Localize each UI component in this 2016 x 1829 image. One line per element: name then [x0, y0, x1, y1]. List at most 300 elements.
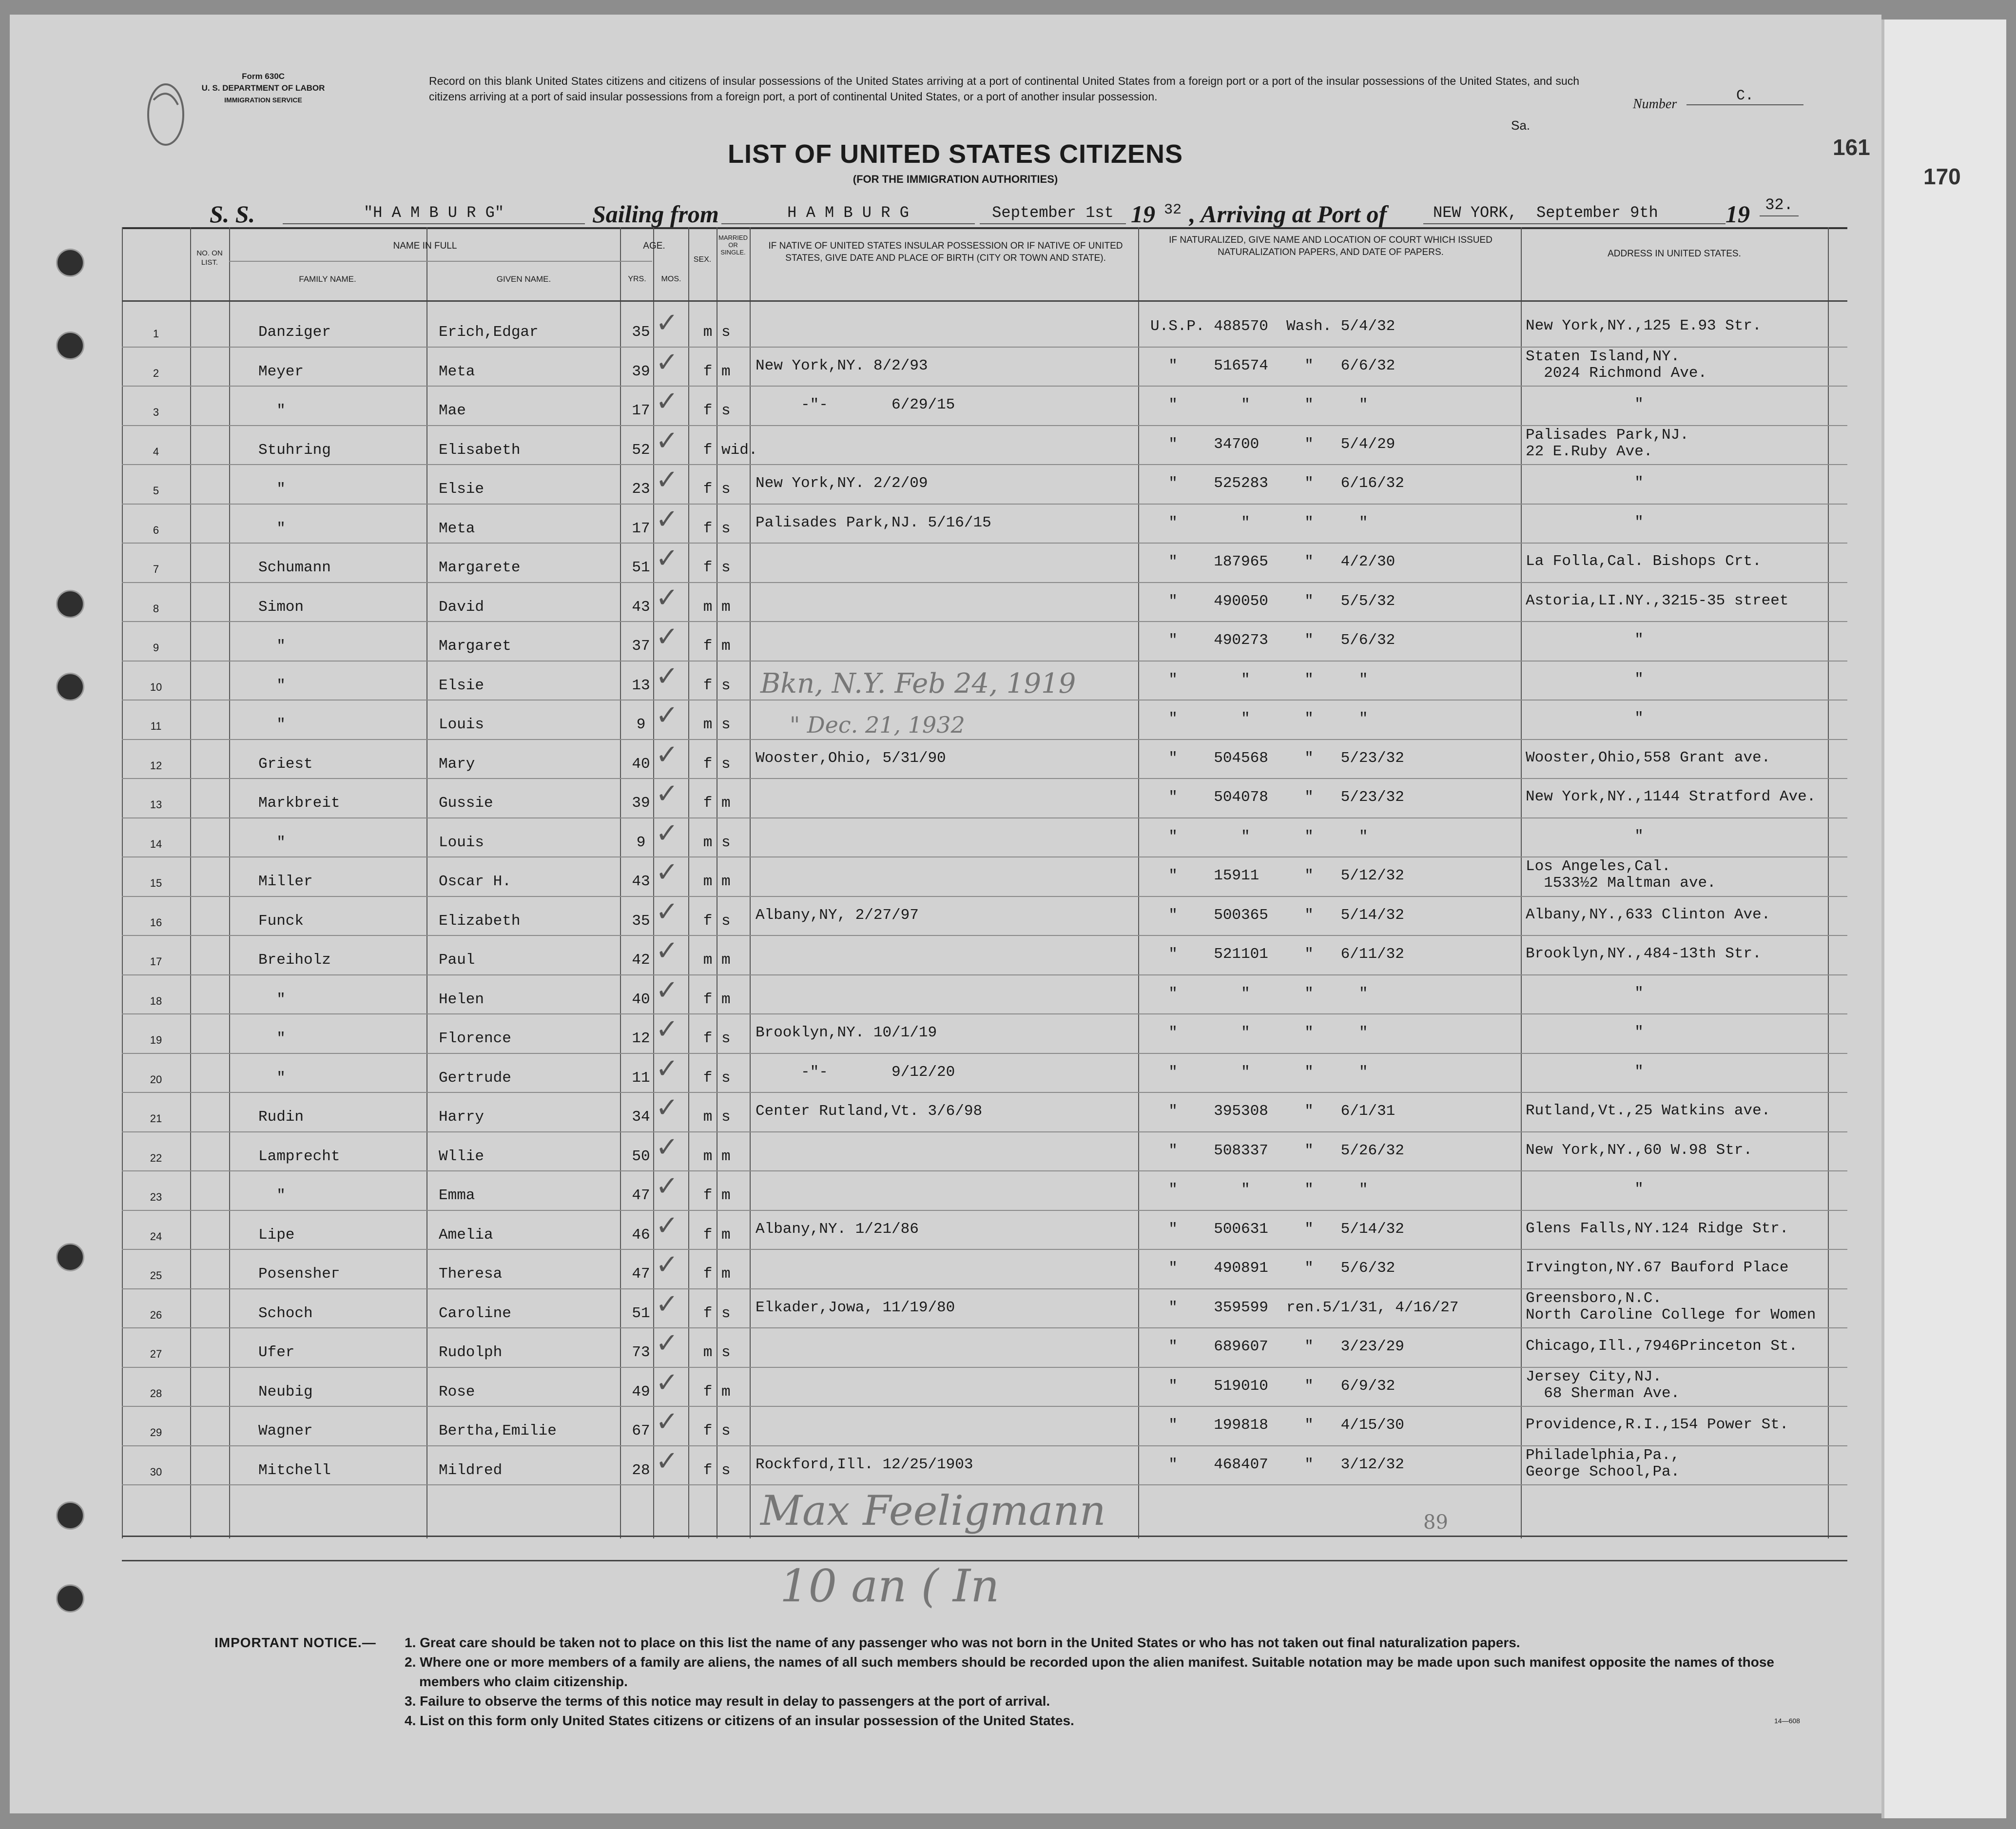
family-name: " [258, 638, 286, 655]
address [1526, 514, 1644, 531]
row-number: 28 [150, 1387, 162, 1400]
table-row [122, 1445, 1847, 1484]
age-years: 9 [636, 834, 646, 851]
age-years: 43 [632, 873, 650, 890]
row-number: 16 [150, 916, 162, 929]
sex: f [703, 441, 713, 459]
family-name: Schumann [258, 559, 331, 576]
address [1526, 1181, 1644, 1198]
address [1526, 985, 1644, 1002]
birth-info: Palisades Park,NJ. 5/16/15 [756, 514, 991, 531]
given-name: Erich,Edgar [439, 324, 539, 341]
naturalization-info: " " " " [1150, 710, 1368, 727]
check-mark-icon: ✓ [656, 1288, 678, 1320]
handwritten-birth-annotation-10: Bkn, N.Y. Feb 24, 1919 [760, 668, 1076, 700]
address-line-1: " [1526, 1063, 1644, 1080]
check-mark-icon: ✓ [656, 817, 678, 849]
form-code: 14—608 [1774, 1717, 1800, 1725]
check-mark-icon: ✓ [656, 425, 678, 457]
sex: m [703, 834, 713, 851]
naturalization-info: " 516574 " 6/6/32 [1150, 357, 1396, 374]
arrival-field [1423, 204, 1725, 224]
sex: m [703, 598, 713, 616]
row-number: 4 [153, 445, 159, 458]
row-number: 13 [150, 798, 162, 811]
check-mark-icon: ✓ [656, 1249, 678, 1281]
birth-info: Elkader,Jowa, 11/19/80 [756, 1299, 955, 1316]
address [1526, 1447, 1680, 1480]
family-name: Danziger [258, 324, 331, 341]
header-rule [122, 300, 1847, 302]
marital-status: m [721, 991, 731, 1008]
address-line-1: Jersey City,NJ. [1526, 1368, 1662, 1385]
backing-page-number: 170 [1923, 164, 1961, 189]
given-name: Caroline [439, 1304, 511, 1322]
address [1526, 1024, 1644, 1041]
birth-info: -"- 6/29/15 [756, 396, 955, 413]
check-mark-icon: ✓ [656, 1366, 678, 1399]
sailing-port: H A M B U R G [721, 204, 975, 224]
naturalization-info: " " " " [1150, 828, 1368, 845]
col-header-age: AGE. [643, 241, 665, 251]
form-number: Form 630C [242, 72, 285, 81]
age-years: 49 [632, 1383, 650, 1401]
age-years: 39 [632, 363, 650, 380]
table-bottom-rule [122, 1536, 1847, 1537]
table-row [122, 856, 1847, 895]
row-number: 8 [153, 602, 159, 615]
sex: f [703, 1461, 713, 1479]
row-number: 14 [150, 837, 162, 850]
row-number: 21 [150, 1112, 162, 1125]
address-line-1: " [1526, 1024, 1644, 1041]
sex: f [703, 1265, 713, 1283]
check-mark-icon: ✓ [656, 346, 678, 378]
sex: f [703, 677, 713, 694]
address-line-1: Greensboro,N.C. [1526, 1289, 1662, 1307]
row-number: 20 [150, 1073, 162, 1086]
naturalization-info: " 519010 " 6/9/32 [1150, 1377, 1396, 1395]
age-years: 46 [632, 1226, 650, 1244]
naturalization-info: " 504568 " 5/23/32 [1150, 749, 1404, 767]
naturalization-info: " " " " [1150, 396, 1368, 413]
marital-status: m [721, 1265, 731, 1283]
birth-info: Rockford,Ill. 12/25/1903 [756, 1456, 973, 1473]
row-number: 18 [150, 994, 162, 1007]
given-name: Theresa [439, 1265, 503, 1283]
given-name: Bertha,Emilie [439, 1422, 557, 1440]
check-mark-icon: ✓ [656, 1013, 678, 1045]
family-name: Posenshег [258, 1265, 340, 1283]
check-mark-icon: ✓ [656, 739, 678, 771]
family-name: Breiholz [258, 952, 331, 969]
naturalization-info: " " " " [1150, 1063, 1368, 1081]
naturalization-info: " 468407 " 3/12/32 [1150, 1456, 1404, 1473]
marital-status: m [721, 952, 731, 969]
given-name: Harry [439, 1109, 485, 1126]
address-line-1: La Folla,Cal. Bishops Crt. [1526, 553, 1762, 570]
address [1526, 396, 1644, 413]
number-label: Number [1633, 97, 1677, 112]
age-years: 51 [632, 1304, 650, 1322]
birth-info: Albany,NY. 1/21/86 [756, 1220, 919, 1238]
table-row [122, 1053, 1847, 1092]
notice-item-2: 2. Where one or more members of a family are aliens, the names of all such members should be recorded upon the alien manifest. Suitable notation may be made upon such manifest opposite the names of those members who claim citizenship. [405, 1654, 1774, 1689]
age-years: 52 [632, 441, 650, 459]
col-header-sex: SEX. [693, 255, 712, 264]
address-line-1: Wooster,Ohio,558 Grant ave. [1526, 749, 1771, 766]
check-mark-icon: ✓ [656, 895, 678, 928]
given-name: Margarete [439, 559, 521, 576]
sex: f [703, 1030, 713, 1047]
address-line-1: Providence,R.I.,154 Power St. [1526, 1416, 1789, 1433]
row-number: 6 [153, 524, 159, 536]
marital-status: s [721, 1461, 731, 1479]
table-top-rule [122, 227, 1847, 229]
given-name: Meta [439, 363, 475, 380]
table-row [122, 504, 1847, 543]
marital-status: m [721, 598, 731, 616]
address-line-1: New York,NY.,125 E.93 Str. [1526, 317, 1762, 334]
age-years: 11 [632, 1069, 650, 1087]
check-mark-icon: ✓ [656, 543, 678, 574]
arrival-year-prefix: 19 [1725, 200, 1750, 228]
table-row [122, 347, 1847, 386]
table-row [122, 543, 1847, 582]
naturalization-info: " 187965 " 4/2/30 [1150, 553, 1396, 570]
family-name: Schoch [258, 1304, 313, 1322]
binder-hole [56, 1501, 84, 1530]
address-line-1: New York,NY.,1144 Stratford Ave. [1526, 788, 1816, 805]
naturalization-info: U.S.P. 488570 Wash. 5/4/32 [1150, 318, 1396, 335]
address-line-1: " [1526, 396, 1644, 413]
sex: f [703, 520, 713, 537]
age-years: 34 [632, 1109, 650, 1126]
table-row [122, 1170, 1847, 1209]
age-years: 50 [632, 1148, 650, 1165]
age-years: 42 [632, 952, 650, 969]
family-name: " [258, 402, 286, 419]
marital-status: s [721, 1109, 731, 1126]
address-line-2: 2024 Richmond Ave. [1526, 364, 1707, 382]
age-years: 28 [632, 1461, 650, 1479]
address [1526, 318, 1762, 334]
marital-status: m [721, 1187, 731, 1204]
age-years: 23 [632, 481, 650, 498]
age-years: 37 [632, 638, 650, 655]
given-name: Oscar H. [439, 873, 511, 890]
birth-info: New York,NY. 8/2/93 [756, 357, 928, 374]
family-name: " [258, 1187, 286, 1204]
table-row [122, 386, 1847, 425]
binder-hole [56, 1243, 84, 1271]
address [1526, 1103, 1770, 1119]
family-name: Stuhring [258, 441, 331, 459]
marital-status: wid. [721, 441, 758, 459]
address-line-2: North Caroline College for Women [1526, 1306, 1816, 1323]
family-name: Lipe [258, 1226, 295, 1244]
age-years: 47 [632, 1187, 650, 1204]
naturalization-info: " " " " [1150, 514, 1368, 531]
row-number: 19 [150, 1034, 162, 1046]
number-value: C. [1686, 88, 1803, 105]
family-name: " [258, 991, 286, 1008]
address-line-1: Los Angeles,Cal. [1526, 858, 1671, 875]
family-name: Funck [258, 912, 304, 930]
backing-sheet [1881, 19, 2006, 1818]
row-number: 29 [150, 1426, 162, 1439]
row-number: 24 [150, 1230, 162, 1243]
sex: m [703, 952, 713, 969]
naturalization-info: " 500631 " 5/14/32 [1150, 1220, 1404, 1238]
address [1526, 671, 1644, 688]
marital-status: s [721, 834, 731, 851]
check-mark-icon: ✓ [656, 1052, 678, 1085]
naturalization-info: " " " " [1150, 671, 1368, 688]
marital-status: s [721, 1422, 731, 1440]
given-name: Elsie [439, 481, 485, 498]
sex: f [703, 991, 713, 1008]
intro-sa: Sa. [1511, 118, 1531, 133]
family-name: Mitchell [258, 1461, 331, 1479]
address-line-1: " [1526, 670, 1644, 688]
handwritten-note: 10 an ( In [780, 1560, 1000, 1612]
given-name: Rose [439, 1383, 475, 1401]
address-line-1: Rutland,Vt.,25 Watkins ave. [1526, 1102, 1771, 1119]
naturalization-info: " 34700 " 5/4/29 [1150, 435, 1396, 453]
given-name: Helen [439, 991, 485, 1008]
check-mark-icon: ✓ [656, 1327, 678, 1359]
address-line-1: Albany,NY.,633 Clinton Ave. [1526, 906, 1771, 923]
check-mark-icon: ✓ [656, 1209, 678, 1242]
address-line-1: " [1526, 710, 1644, 727]
naturalization-info: " " " " [1150, 1024, 1368, 1041]
family-name: Simon [258, 598, 304, 616]
notice-item-4: 4. List on this form only United States citizens or citizens of an insular possession of the United States. [405, 1713, 1074, 1728]
sex: f [703, 1304, 713, 1322]
marital-status: s [721, 324, 731, 341]
address-line-1: Glens Falls,NY.124 Ridge Str. [1526, 1220, 1789, 1237]
given-name: Gussie [439, 795, 493, 812]
naturalization-info: " 490273 " 5/6/32 [1150, 632, 1396, 649]
address-line-1: Brooklyn,NY.,484-13th Str. [1526, 945, 1762, 962]
address [1526, 946, 1762, 962]
table-row [122, 1327, 1847, 1366]
arriving-label: , Arriving at Port of [1189, 200, 1387, 228]
naturalization-info: " 500365 " 5/14/32 [1150, 906, 1404, 924]
address-line-2: 1533½2 Maltman ave. [1526, 875, 1716, 892]
marital-status: s [721, 1344, 731, 1361]
col-header-address: ADDRESS IN UNITED STATES. [1608, 249, 1741, 259]
sex: f [703, 795, 713, 812]
table-row [122, 778, 1847, 817]
naturalization-info: " 525283 " 6/16/32 [1150, 475, 1404, 492]
age-years: 39 [632, 795, 650, 812]
address [1526, 710, 1644, 727]
given-name: Amelia [439, 1226, 493, 1244]
marital-status: s [721, 481, 731, 498]
marital-status: m [721, 1226, 731, 1244]
naturalization-info: " 689607 " 3/23/29 [1150, 1338, 1404, 1355]
age-years: 17 [632, 520, 650, 537]
sex: f [703, 402, 713, 419]
sex: f [703, 638, 713, 655]
naturalization-info: " 15911 " 5/12/32 [1150, 867, 1404, 884]
naturalization-info: " 504078 " 5/23/32 [1150, 789, 1404, 806]
given-name: Meta [439, 520, 475, 537]
form-header [151, 71, 375, 106]
marital-status: s [721, 755, 731, 773]
sex: f [703, 1226, 713, 1244]
address-line-1: " [1526, 474, 1644, 491]
given-name: Margaret [439, 638, 511, 655]
address [1526, 750, 1770, 766]
binder-hole [56, 331, 84, 360]
row-number: 10 [150, 681, 162, 693]
given-name: Louis [439, 716, 485, 733]
given-name: Emma [439, 1187, 475, 1204]
sex: m [703, 1109, 713, 1126]
check-mark-icon: ✓ [656, 935, 678, 967]
family-name: Wagner [258, 1422, 313, 1440]
table-row [122, 935, 1847, 974]
form-service: IMMIGRATION SERVICE [224, 96, 302, 104]
table-row [122, 582, 1847, 621]
sex: m [703, 324, 713, 341]
family-name: Neubig [258, 1383, 313, 1401]
birth-info: -"- 9/12/20 [756, 1063, 955, 1081]
binder-hole [56, 249, 84, 277]
sex: f [703, 1383, 713, 1401]
birth-info: Center Rutland,Vt. 3/6/98 [756, 1103, 983, 1120]
col-header-family: FAMILY NAME. [299, 274, 356, 284]
age-years: 35 [632, 324, 650, 341]
row-rule [122, 1484, 1847, 1485]
address-line-2: George School,Pa. [1526, 1463, 1680, 1480]
marital-status: s [721, 559, 731, 576]
age-years: 9 [636, 716, 646, 733]
naturalization-info: " 508337 " 5/26/32 [1150, 1142, 1404, 1159]
address [1526, 828, 1644, 845]
given-name: Mae [439, 402, 466, 419]
given-name: Wllie [439, 1148, 485, 1165]
address [1526, 1260, 1789, 1276]
sex: f [703, 1187, 713, 1204]
age-years: 12 [632, 1030, 650, 1047]
notice-label: IMPORTANT NOTICE.— [214, 1635, 376, 1650]
ss-label: S. S. [210, 200, 255, 228]
binder-hole [56, 1584, 84, 1613]
row-number: 17 [150, 955, 162, 968]
naturalization-info: " " " " [1150, 985, 1368, 1002]
marital-status: s [721, 677, 731, 694]
address [1526, 475, 1644, 491]
col-header-naturalized: IF NATURALIZED, GIVE NAME AND LOCATION OF COURT WHICH ISSUED NATURALIZATION PAPERS, AND DATE OF PAPERS. [1169, 235, 1493, 257]
intro-text: Record on this blank United States citizens and citizens of insular possessions of the United States arriving at a port of continental United States from a foreign port or a port of the insular possessions of the United States, and such citizens arriving at a port of said insular possessions from a foreign port, a port of continental United States, or a port of another insular possession. [429, 75, 1579, 103]
marital-status: m [721, 873, 731, 890]
age-years: 13 [632, 677, 650, 694]
sex: f [703, 481, 713, 498]
table-row [122, 1210, 1847, 1249]
table-row [122, 1367, 1847, 1406]
table-row [122, 817, 1847, 856]
naturalization-info: " 199818 " 4/15/30 [1150, 1417, 1404, 1434]
col-header-name-in-full: NAME IN FULL [393, 241, 457, 251]
marital-status: s [721, 912, 731, 930]
birth-info: New York,NY. 2/2/09 [756, 475, 928, 492]
address-line-1: " [1526, 827, 1644, 845]
handwritten-signature: Max Feeligmann [760, 1487, 1106, 1535]
given-name: Gertrude [439, 1069, 511, 1087]
marital-status: m [721, 1383, 731, 1401]
row-number: 5 [153, 485, 159, 497]
marital-status: s [721, 1069, 731, 1087]
age-years: 43 [632, 598, 650, 616]
check-mark-icon: ✓ [656, 307, 678, 339]
sex: f [703, 912, 713, 930]
table-row [122, 1013, 1847, 1052]
address [1526, 632, 1644, 648]
col-header-given: GIVEN NAME. [496, 274, 551, 284]
page-subtitle: (FOR THE IMMIGRATION AUTHORITIES) [853, 173, 1058, 185]
marital-status: s [721, 402, 731, 419]
row-number: 27 [150, 1348, 162, 1360]
row-number: 7 [153, 563, 159, 575]
table-row [122, 700, 1847, 739]
address-line-1: " [1526, 984, 1644, 1002]
table-row [122, 974, 1847, 1013]
given-name: Mildred [439, 1461, 503, 1479]
address [1526, 858, 1716, 892]
age-years: 40 [632, 991, 650, 1008]
sheet-page-number: 161 [1833, 135, 1870, 160]
col-header-mos: MOS. [661, 275, 681, 283]
address [1526, 427, 1689, 460]
age-years: 40 [632, 755, 650, 773]
binder-hole [56, 590, 84, 618]
sex: f [703, 363, 713, 380]
table-row [122, 464, 1847, 503]
age-years: 47 [632, 1265, 650, 1283]
col-header-no: NO. ON LIST. [196, 249, 223, 267]
table-row [122, 425, 1847, 464]
check-mark-icon: ✓ [656, 1131, 678, 1163]
table-row [122, 1092, 1847, 1131]
table-row [122, 1131, 1847, 1170]
check-mark-icon: ✓ [656, 386, 678, 417]
sailing-date: September 1st [980, 204, 1126, 224]
table-row [122, 739, 1847, 778]
binder-hole [56, 673, 84, 701]
table-row [122, 621, 1847, 660]
address-line-1: Astoria,LI.NY.,3215-35 street [1526, 592, 1789, 609]
address-line-1: Irvington,NY.67 Bauford Place [1526, 1259, 1789, 1276]
sex: m [703, 873, 713, 890]
address [1526, 1142, 1752, 1159]
check-mark-icon: ✓ [656, 503, 678, 535]
col-header-yrs: YRS. [628, 275, 646, 283]
sailing-year: 32 [1164, 202, 1182, 218]
address-line-2: 68 Sherman Ave. [1526, 1384, 1680, 1402]
marital-status: s [721, 1304, 731, 1322]
given-name: Rudolph [439, 1344, 503, 1361]
address [1526, 907, 1770, 923]
address [1526, 1338, 1798, 1355]
row-number: 30 [150, 1465, 162, 1478]
family-name: " [258, 520, 286, 537]
check-mark-icon: ✓ [656, 778, 678, 810]
check-mark-icon: ✓ [656, 856, 678, 888]
